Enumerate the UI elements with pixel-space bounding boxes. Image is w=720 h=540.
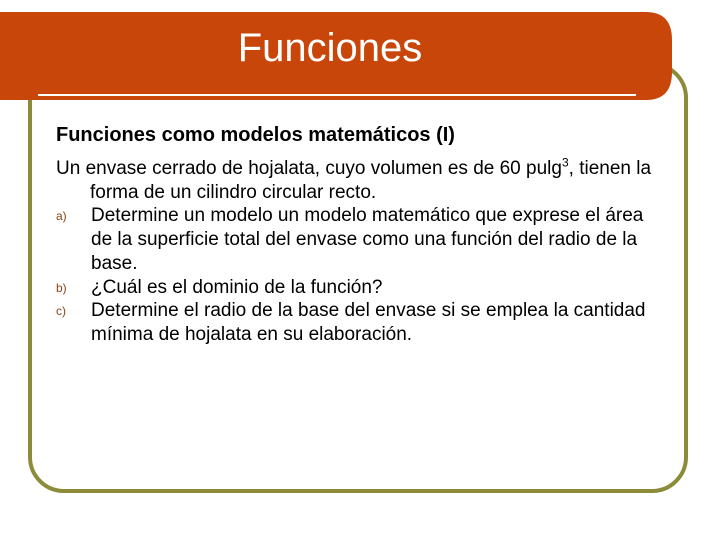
slide-subtitle: Funciones como modelos matemáticos (I) xyxy=(56,124,455,146)
intro-text-end: , tienen la forma de un cilindro circular recto. xyxy=(90,158,652,203)
problem-text xyxy=(56,157,668,347)
item-marker: a) xyxy=(56,209,67,224)
item-marker: b) xyxy=(56,280,67,295)
intro-text: Un envase cerrado de hojalata, cuyo volumen es de 60 pulg xyxy=(56,158,562,179)
list-item xyxy=(56,276,668,300)
list-item xyxy=(56,204,668,275)
list-item xyxy=(56,299,668,346)
slide-title: Funciones xyxy=(237,26,423,70)
item-text: ¿Cuál es el dominio de la función? xyxy=(91,276,383,298)
problem-intro xyxy=(56,157,668,204)
item-text: Determine un modelo un modelo matemático que exprese el área de la superficie total del envase como una función del radio de la base. xyxy=(91,205,644,274)
item-text: Determine el radio de la base del envase si se emplea la cantidad mínima de hojalata en su elaboración. xyxy=(91,300,646,345)
item-marker: c) xyxy=(56,304,66,319)
intro-superscript: 3 xyxy=(561,155,569,170)
